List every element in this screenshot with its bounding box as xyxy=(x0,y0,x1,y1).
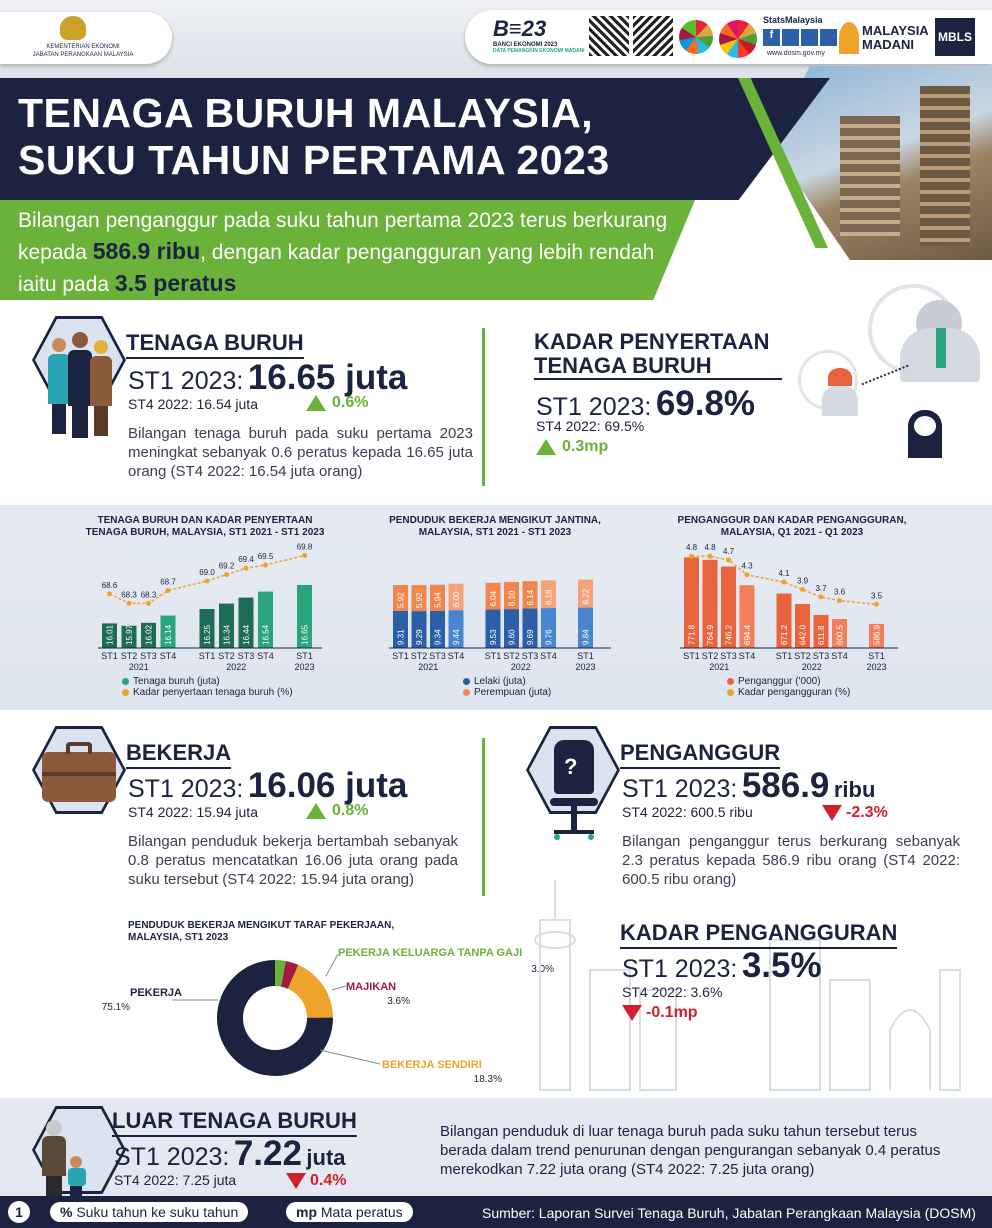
tag-label: Mata peratus xyxy=(320,1204,403,1220)
chart1-title: TENAGA BURUH DAN KADAR PENYERTAAN TENAGA BURUH, MALAYSIA, ST1 2021 - ST1 2023 xyxy=(85,515,325,538)
page-number: 1 xyxy=(8,1201,30,1223)
outside-change-value: 0.4% xyxy=(310,1172,347,1189)
labour-force-chart xyxy=(90,542,330,675)
tick-label: ST3 xyxy=(237,651,255,661)
bar-value-label: 642.0 xyxy=(798,624,808,645)
rate-point xyxy=(127,601,132,606)
decor-dashes xyxy=(752,226,777,230)
summary-value1: 586.9 ribu xyxy=(92,238,201,264)
tick-label: ST3 xyxy=(720,651,737,661)
tick-label: ST2 xyxy=(120,651,138,661)
tick-label: ST2 xyxy=(794,651,811,661)
year-label: 2022 xyxy=(510,662,531,672)
social-icons xyxy=(763,29,837,46)
labour-st1-label: ST1 2023: xyxy=(128,367,244,395)
title-line1: TENAGA BURUH MALAYSIA, xyxy=(18,90,594,136)
leader-line xyxy=(332,986,346,990)
participation-st1-value: 69.8% xyxy=(655,384,756,423)
legend-label: Kadar penyertaan tenaga buruh (%) xyxy=(133,687,293,698)
employed-title: BEKERJA xyxy=(126,740,231,769)
bar-value-label: 671.2 xyxy=(780,624,789,645)
legend-label: Lelaki (juta) xyxy=(474,676,526,687)
female-value-label: 5.94 xyxy=(433,592,443,608)
legend-tag-mp xyxy=(286,1202,413,1222)
male-value-label: 9.29 xyxy=(415,629,424,645)
summary-value2: 3.5 peratus xyxy=(114,270,237,296)
male-value-label: 9.76 xyxy=(544,629,554,645)
rate-value-label: 4.8 xyxy=(704,543,716,553)
rate-point xyxy=(708,554,713,559)
slice-value: 3.6% xyxy=(387,996,410,1007)
rate-point xyxy=(689,554,694,559)
outside-change xyxy=(286,1172,346,1190)
youtube-icon[interactable] xyxy=(801,29,818,46)
legend-swatch xyxy=(463,689,470,696)
rate-value-label: 69.8 xyxy=(296,542,313,552)
male-value-label: 9.34 xyxy=(433,629,443,645)
participation-title1: KADAR PENYERTAAN xyxy=(534,329,770,354)
rate-point xyxy=(745,572,750,577)
outside-value xyxy=(114,1134,346,1174)
stats-malaysia-label: StatsMalaysia xyxy=(763,15,823,25)
female-value-label: 6.04 xyxy=(489,590,498,607)
twitter-icon[interactable] xyxy=(820,29,837,46)
tick-label: ST4 xyxy=(738,651,756,661)
qr-code-icon[interactable] xyxy=(589,16,629,56)
tick-label: ST4 xyxy=(540,651,557,661)
leader-line xyxy=(326,954,338,976)
decor-line xyxy=(695,226,745,230)
chart1-legend xyxy=(122,676,293,698)
source-text: Sumber: Laporan Survei Tenaga Buruh, Jabatan Perangkaan Malaysia (DOSM) xyxy=(482,1205,976,1221)
tick-label: ST4 xyxy=(447,651,465,661)
tick-label: ST2 xyxy=(701,651,719,661)
summary-text xyxy=(18,205,678,300)
participation-change xyxy=(536,438,608,456)
building-shape xyxy=(840,116,900,236)
unemployment-rate-title: KADAR PENGANGGURAN xyxy=(620,920,897,949)
bar-value-label: 611.8 xyxy=(817,625,826,645)
banci-logo: B≡23 xyxy=(493,16,547,41)
bar-value-label: 16.14 xyxy=(164,624,173,645)
legend-swatch xyxy=(122,678,129,685)
tick-label: ST4 xyxy=(159,651,177,661)
sdg-wheel-icon xyxy=(679,20,713,54)
tick-label: ST1 xyxy=(868,651,885,661)
tick-label: ST3 xyxy=(521,651,539,661)
tick-label: ST1 xyxy=(198,651,216,661)
slice-label: MAJIKAN xyxy=(346,981,397,993)
labour-change-value: 0.6% xyxy=(332,394,369,411)
rate-point xyxy=(146,601,151,606)
unemp-rate-st1-value: 3.5% xyxy=(741,946,822,985)
tag-label: Suku tahun ke suku tahun xyxy=(76,1204,239,1220)
bar-value-label: 16.02 xyxy=(144,624,154,645)
unemployed-value xyxy=(622,766,875,806)
outside-st1-label: ST1 2023: xyxy=(114,1143,230,1171)
participation-st4: ST4 2022: 69.5% xyxy=(536,418,645,434)
participation-st1-label: ST1 2023: xyxy=(536,393,652,421)
page-title xyxy=(18,90,610,184)
unemp-rate-change xyxy=(622,1004,698,1022)
banci-line2: DATA PEMANGKIN EKONOMI MADANI xyxy=(493,48,585,54)
rate-value-label: 68.3 xyxy=(121,590,137,600)
unemployed-change-value: -2.3% xyxy=(846,804,888,821)
slice-value: 18.3% xyxy=(473,1074,502,1085)
legend-item xyxy=(463,676,551,687)
outside-desc: Bilangan penduduk di luar tenaga buruh pada suku tahun tersebut terus berada dalam trend penurunan dengan pengurangan sebanyak 0.4 peratus merekodkan 7.22 juta orang (ST4 2022: 7.25 juta orang) xyxy=(440,1123,941,1178)
bar-value-label: 16.65 xyxy=(300,624,310,645)
coat-of-arms-icon xyxy=(60,16,86,40)
legend-tag-percent xyxy=(50,1202,248,1222)
network-people-icon xyxy=(798,278,992,468)
legend-label: Penganggur ('000) xyxy=(738,676,821,687)
year-label: 2023 xyxy=(294,662,315,672)
madani-emblem-icon xyxy=(839,22,859,54)
unemp-rate-st1-label: ST1 2023: xyxy=(622,955,738,983)
leader-line xyxy=(320,1050,380,1064)
male-value-label: 9.60 xyxy=(507,629,517,645)
rate-point xyxy=(726,557,731,562)
arrow-up-icon xyxy=(306,395,326,411)
rate-point xyxy=(782,580,787,585)
year-label: 2022 xyxy=(801,662,822,672)
tick-label: ST4 xyxy=(831,651,848,661)
employed-gender-chart xyxy=(385,540,615,675)
female-value-label: 6.22 xyxy=(581,588,591,605)
banci-text xyxy=(493,42,585,54)
rate-value-label: 4.7 xyxy=(722,546,735,556)
bar-value-label: 771.8 xyxy=(687,624,697,645)
employed-change xyxy=(306,802,368,820)
rate-point xyxy=(244,566,249,571)
chart2-legend xyxy=(463,676,551,698)
ministry-logo-pill xyxy=(0,12,172,64)
legend-item xyxy=(122,676,293,687)
unemployed-title: PENGANGGUR xyxy=(620,740,780,769)
slice-label: PEKERJA xyxy=(130,987,182,999)
slice-label: BEKERJA SENDIRI xyxy=(382,1059,482,1071)
bar-value-label: 586.9 xyxy=(872,624,882,645)
website-text[interactable]: www.dosm.gov.my xyxy=(767,50,825,57)
rate-value-label: 68.3 xyxy=(140,590,157,600)
female-value-label: 6.00 xyxy=(452,591,461,608)
unemp-rate-st4: ST4 2022: 3.6% xyxy=(622,984,723,1000)
chart3-title: PENGANGGUR DAN KADAR PENGANGGURAN, MALAYSIA, Q1 2021 - Q1 2023 xyxy=(677,515,907,538)
legend-swatch xyxy=(727,689,734,696)
legend-item xyxy=(727,676,850,687)
rate-point xyxy=(800,587,805,592)
outside-st1-unit: juta xyxy=(306,1145,346,1170)
slice-value: 75.1% xyxy=(101,1002,130,1013)
facebook-icon[interactable]: f xyxy=(763,29,780,46)
mbls-logo: MBLS xyxy=(935,18,975,56)
chart2-title: PENDUDUK BEKERJA MENGIKUT JANTINA, MALAYSIA, ST1 2021 - ST1 2023 xyxy=(389,515,601,538)
legend-label: Tenaga buruh (juta) xyxy=(133,676,220,687)
slice-label: PEKERJA KELUARGA TANPA GAJI xyxy=(338,947,523,959)
rate-point xyxy=(224,572,229,577)
year-label: 2021 xyxy=(128,662,149,672)
employed-st4: ST4 2022: 15.94 juta xyxy=(128,804,258,820)
rate-point xyxy=(837,598,842,603)
outside-st4: ST4 2022: 7.25 juta xyxy=(114,1172,237,1188)
arrow-up-icon xyxy=(306,803,326,819)
rate-value-label: 69.5 xyxy=(257,552,274,561)
year-label: 2022 xyxy=(226,662,247,672)
ministry-text xyxy=(8,43,158,59)
tick-label: ST3 xyxy=(429,651,446,661)
arrow-down-icon xyxy=(286,1173,306,1189)
bar-value-label: 600.5 xyxy=(835,624,845,645)
employed-value xyxy=(128,766,407,806)
rate-point xyxy=(263,563,268,568)
legend-label: Kadar pengangguran (%) xyxy=(738,687,851,698)
bar-value-label: 15.97 xyxy=(125,624,134,645)
partner-logos-pill xyxy=(465,10,992,64)
female-value-label: 6.18 xyxy=(544,589,554,606)
banci-line1: BANCI EKONOMI 2023 xyxy=(493,42,558,48)
summary-part2: , dengan kadar pengangguran yang lebih rendah iaitu pada xyxy=(18,241,655,296)
bar-value-label: 16.34 xyxy=(222,624,232,645)
bar-value-label: 694.4 xyxy=(743,624,752,645)
instagram-icon[interactable] xyxy=(782,29,799,46)
unemployed-st1-unit: ribu xyxy=(833,777,876,802)
legend-item xyxy=(463,687,551,698)
divider xyxy=(482,328,485,486)
donut-title: PENDUDUK BEKERJA MENGIKUT TARAF PEKERJAAN, MALAYSIA, ST1 2023 xyxy=(128,920,395,943)
labour-force-title: TENAGA BURUH xyxy=(126,330,304,359)
tag-symbol: mp xyxy=(296,1204,317,1220)
rate-value-label: 3.6 xyxy=(833,587,846,597)
rate-value-label: 69.2 xyxy=(218,561,235,571)
unemployed-st1-label: ST1 2023: xyxy=(622,775,738,803)
arrow-down-icon xyxy=(822,805,842,821)
female-value-label: 6.10 xyxy=(507,590,517,607)
building-shape xyxy=(920,86,970,246)
outside-title: LUAR TENAGA BURUH xyxy=(112,1108,357,1137)
rate-value-label: 3.9 xyxy=(796,576,809,586)
tick-label: ST1 xyxy=(392,651,409,661)
year-label: 2021 xyxy=(418,662,439,672)
slice-value: 3.0% xyxy=(531,964,554,975)
participation-change-value: 0.3mp xyxy=(562,438,609,455)
employed-change-value: 0.8% xyxy=(332,802,369,819)
briefcase-icon xyxy=(42,752,116,802)
chart3-legend xyxy=(727,676,850,698)
unemployed-chart xyxy=(672,545,902,675)
ministry-line2: JABATAN PERANGKAAN MALAYSIA xyxy=(32,52,134,58)
unemployment-rate-value xyxy=(622,946,822,986)
title-line2: SUKU TAHUN PERTAMA 2023 xyxy=(18,137,610,183)
empty-chair-icon xyxy=(554,740,594,850)
rate-value-label: 69.4 xyxy=(238,555,254,565)
tick-label: ST2 xyxy=(410,651,428,661)
tag-symbol: % xyxy=(60,1204,73,1220)
male-value-label: 9.31 xyxy=(396,629,406,645)
year-label: 2021 xyxy=(709,662,730,672)
participation-title2: TENAGA BURUH xyxy=(534,354,782,380)
bar-value-label: 746.2 xyxy=(724,624,734,645)
ministry-line1: KEMENTERIAN EKONOMI xyxy=(46,44,120,50)
madani-label: MALAYSIA MADANI xyxy=(862,23,929,52)
bar-value-label: 16.25 xyxy=(203,624,212,645)
male-value-label: 9.84 xyxy=(581,629,591,645)
legend-swatch xyxy=(463,678,470,685)
bar-value-label: 16.54 xyxy=(261,624,271,645)
year-label: 2023 xyxy=(575,662,596,672)
rate-point xyxy=(302,553,307,558)
tick-label: ST1 xyxy=(484,651,502,661)
rate-value-label: 4.3 xyxy=(741,561,753,571)
bar-value-label: 16.01 xyxy=(105,624,115,645)
tick-label: ST1 xyxy=(775,651,793,661)
tick-label: ST1 xyxy=(101,651,118,661)
tick-label: ST1 xyxy=(296,651,313,661)
labour-desc: Bilangan tenaga buruh pada suku pertama 2023 meningkat sebanyak 0.6 peratus kepada 16.65 juta orang (ST4 2022: 16.54 juta orang) xyxy=(128,425,473,480)
male-value-label: 9.44 xyxy=(452,629,461,645)
unemployed-st4: ST4 2022: 600.5 ribu xyxy=(622,804,753,820)
employed-desc: Bilangan penduduk bekerja bertambah sebanyak 0.8 peratus mencatatkan 16.06 juta orang pada suku tersebut (ST4 2022: 15.94 juta orang) xyxy=(128,833,458,888)
tick-label: ST2 xyxy=(503,651,520,661)
rate-point xyxy=(874,602,879,607)
tick-label: ST1 xyxy=(683,651,700,661)
legend-label: Perempuan (juta) xyxy=(474,687,552,698)
rate-point xyxy=(166,588,171,593)
legend-item xyxy=(727,687,850,698)
legend-swatch xyxy=(122,689,129,696)
outside-st1-value: 7.22 xyxy=(233,1134,302,1173)
legend-swatch xyxy=(727,678,734,685)
male-value-label: 9.69 xyxy=(526,629,535,645)
workers-icon xyxy=(44,330,114,440)
rate-value-label: 3.7 xyxy=(815,583,827,593)
bar-value-label: 764.9 xyxy=(706,624,715,645)
tick-label: ST4 xyxy=(257,651,274,661)
labour-st1-value: 16.65 juta xyxy=(247,358,408,397)
divider xyxy=(482,738,485,896)
employed-st1-label: ST1 2023: xyxy=(128,775,244,803)
rate-value-label: 68.7 xyxy=(160,577,176,587)
tick-label: ST1 xyxy=(577,651,594,661)
rate-value-label: 4.1 xyxy=(778,569,790,579)
labour-st4: ST4 2022: 16.54 juta xyxy=(128,396,258,412)
year-label: 2023 xyxy=(866,662,887,672)
rate-value-label: 4.8 xyxy=(685,543,698,553)
male-value-label: 9.53 xyxy=(489,629,498,645)
arrow-down-icon xyxy=(622,1005,642,1021)
qr-code-icon[interactable] xyxy=(633,16,673,56)
rate-point xyxy=(107,591,112,596)
female-value-label: 5.92 xyxy=(396,592,406,608)
unemployed-st1-value: 586.9 xyxy=(741,766,830,805)
rate-value-label: 69.0 xyxy=(199,568,215,577)
rate-point xyxy=(819,594,824,599)
tick-label: ST3 xyxy=(812,651,830,661)
participation-title xyxy=(534,330,782,380)
question-mark-icon: ? xyxy=(564,754,578,779)
summary-part1: Bilangan penganggur pada suku tahun pertama 2023 terus berkurang kepada xyxy=(18,209,668,264)
bar-value-label: 16.44 xyxy=(242,624,251,645)
rate-point xyxy=(205,579,210,584)
unemployed-desc: Bilangan penganggur terus berkurang sebanyak 2.3 peratus kepada 586.9 ribu orang (ST4 2022: 600.5 ribu orang) xyxy=(622,833,960,888)
unemployed-change xyxy=(822,804,888,822)
rate-value-label: 3.5 xyxy=(870,591,883,601)
legend-item xyxy=(122,687,293,698)
unemp-rate-change-value: -0.1mp xyxy=(646,1004,698,1021)
labour-change xyxy=(306,394,368,412)
rate-value-label: 68.6 xyxy=(101,580,118,590)
arrow-up-icon xyxy=(536,439,556,455)
elderly-child-icon xyxy=(40,1120,100,1196)
sdg-ring-icon xyxy=(719,20,757,58)
employed-st1-value: 16.06 juta xyxy=(247,766,408,805)
female-value-label: 6.14 xyxy=(526,589,535,606)
tick-label: ST2 xyxy=(218,651,235,661)
labour-force-value xyxy=(128,358,407,398)
tick-label: ST3 xyxy=(140,651,157,661)
female-value-label: 5.92 xyxy=(415,592,424,609)
